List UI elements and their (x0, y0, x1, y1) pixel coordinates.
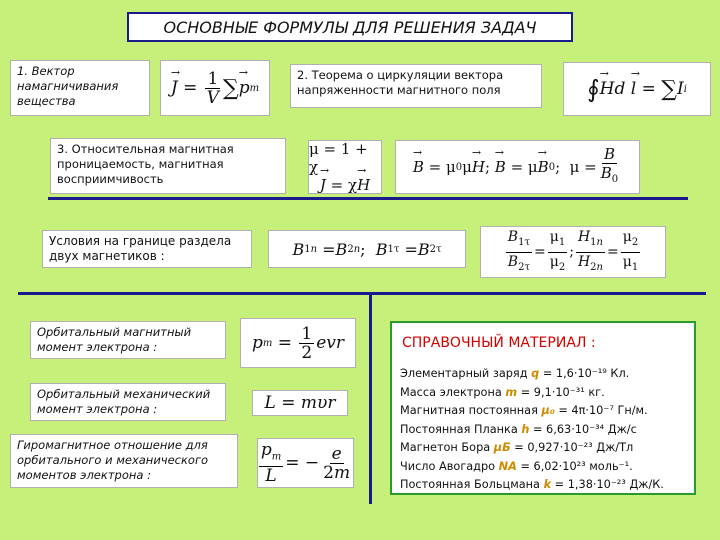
reference-row (400, 384, 686, 403)
label-boundary: Условия на границе раздела двух магнетиков : (42, 230, 252, 268)
reference-value: = 6,02·10²³ моль⁻¹. (516, 459, 633, 473)
formula-boundary: B 1n = B 2n ; B 1τ = B 2τ (268, 230, 466, 268)
label-gyromagnetic: Гиромагнитное отношение для орбитального и механического моментов электрона : (10, 434, 238, 488)
reference-value: = 6,63·10⁻³⁴ Дж/с (529, 422, 637, 436)
reference-label: Элементарный заряд (400, 367, 532, 380)
formula-orbital-magnetic: p m = $\frac{1}{2}$ evr (240, 318, 356, 368)
formula-orbital-mechanical: L = mυr (252, 390, 348, 416)
reference-value: = 4π·10⁻⁷ Гн/м. (554, 404, 648, 417)
divider-top (48, 197, 688, 200)
reference-symbol: μ₀ (541, 404, 555, 417)
reference-value: = 1,6·10⁻¹⁹ Кл. (539, 367, 630, 380)
divider-middle (18, 292, 706, 295)
reference-label: Магнитная постоянная (400, 404, 542, 417)
label-permeability: 3. Относительная магнитная проницаемость, магнитная восприимчивость (50, 138, 286, 194)
reference-symbol: μБ (493, 441, 511, 454)
label-magnetization: 1. Вектор намагничивания вещества (10, 60, 150, 116)
reference-row (400, 421, 686, 440)
reference-value: = 1,38·10⁻²³ Дж/К. (551, 478, 664, 491)
reference-symbol: NA (498, 459, 517, 473)
reference-label: Магнетон Бора (400, 441, 494, 454)
reference-symbol: k (543, 478, 552, 491)
formula-magnetization: → J = $\frac{1}{V}$ ∑ → p m (160, 60, 270, 116)
formula-circulation: ∮ → H d → l = ∑ I i (563, 62, 711, 116)
formula-gyromagnetic: $\frac{p_m}{L}$ = − $\frac{e}{2m}$ (257, 438, 354, 488)
reference-label: Число Авогадро (400, 459, 499, 473)
reference-row (400, 402, 686, 421)
reference-label: Масса электрона (400, 385, 506, 399)
label-orbital-magnetic: Орбитальный магнитный момент электрона : (30, 321, 226, 359)
formula-b-h: → B = μ 0 μ → H ; → B = μ → B 0 ; μ = $\frac{B}{B_0}$ (395, 140, 640, 194)
reference-symbol: q (531, 367, 540, 380)
label-orbital-mechanical: Орбитальный механический момент электрона : (30, 383, 226, 421)
page-title: ОСНОВНЫЕ ФОРМУЛЫ ДЛЯ РЕШЕНИЯ ЗАДАЧ (127, 12, 573, 42)
reference-value: = 0,927·10⁻²³ Дж/Тл (510, 441, 634, 454)
formula-boundary-ratios: $\frac{B_{1\tau}}{B_{2\tau}}$ = $\frac{\mu_1}{\mu_2}$ ; $\frac{H_{1n}}{H_{2n}}$ = $\frac{\mu_2}{\mu_1}$ (480, 226, 666, 278)
reference-row (400, 365, 686, 384)
reference-label: Постоянная Больцмана (400, 478, 544, 491)
formula-mu-chi: μ = 1 + χ → J = χ→ H (308, 140, 382, 194)
reference-row (400, 476, 686, 495)
reference-value: = 9,1·10⁻³¹ кг. (517, 385, 605, 399)
reference-label: Постоянная Планка (400, 422, 522, 436)
divider-vertical (369, 292, 372, 504)
reference-symbol: h (521, 422, 530, 436)
reference-symbol: m (505, 385, 518, 399)
label-circulation: 2. Теорема о циркуляции вектора напряженности магнитного поля (290, 64, 542, 108)
reference-list (400, 365, 686, 495)
reference-row (400, 458, 686, 477)
reference-row (400, 439, 686, 458)
reference-panel (390, 321, 696, 495)
reference-heading: СПРАВОЧНЫЙ МАТЕРИАЛ : (402, 335, 596, 351)
